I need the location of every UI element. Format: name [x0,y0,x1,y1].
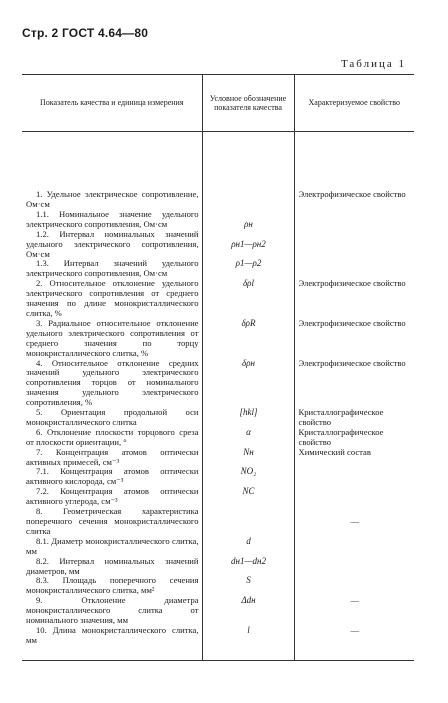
indicator-cell: 3. Радиальное относительное отклонение удельного электрического сопротивления от среднего значения по торцу монокристаллического слитка, % [26,317,199,358]
symbol-cell: [hkl] [202,408,294,428]
symbol-cell [202,132,294,210]
table-row [22,507,414,537]
table-row [22,576,414,596]
indicator-cell: 8.2. Интервал номинальных значений диаметров, мм [26,555,199,576]
property-cell: Электрофизическое свойство [294,319,414,359]
property-cell: — [294,596,414,626]
property-cell [294,259,414,279]
property-cell: — [294,507,414,537]
column-header-symbol: Условное обозначение показателя качества [202,75,294,132]
table-row [22,359,414,409]
symbol-cell: NO₂ [202,467,294,487]
indicator-cell: 8. Геометрическая характеристика поперечного сечения монокристаллического слитка [26,506,199,536]
symbol-cell: Δdн [202,596,294,626]
table-row [22,557,414,577]
symbol-cell: ρн [202,210,294,230]
table-row [22,279,414,319]
symbol-cell: ρ1—ρ2 [202,259,294,279]
table-row [22,210,414,230]
indicator-cell: 4. Относительное отклонение средних значений удельного электрического сопротивления торцов от номинального значения удельного электрического сопротивления, % [26,357,199,408]
table-row [22,319,414,359]
table-row [22,596,414,626]
property-cell [294,230,414,260]
symbol-cell: d [202,537,294,557]
indicator-cell: 2. Относительное отклонение удельного электрического сопротивления от среднего значения по длине монокристаллического слитка, % [26,278,199,318]
property-cell [294,487,414,507]
property-cell: Химический состав [294,448,414,468]
symbol-cell: S [202,576,294,596]
table-row [22,259,414,279]
indicator-cell: 7.2. Концентрация атомов оптически активного углерода, см⁻³ [26,486,199,507]
indicator-cell: 1.1. Номинальное значение удельного электрического сопротивления, Ом·см [26,208,199,229]
column-header-property: Характеризуемое свойство [294,75,414,132]
page-header: Стр. 2 ГОСТ 4.64—80 [22,26,149,40]
indicator-cell: 9. Отклонение диаметра монокристаллического слитка от номинального значения, мм [26,595,199,626]
symbol-cell: l [202,626,294,660]
symbol-cell: dн1—dн2 [202,557,294,577]
property-cell: Кристаллографическое свойство [294,408,414,428]
indicator-cell: 10. Длина монокристаллического слитка, мм [22,626,202,660]
symbol-cell: α [202,428,294,448]
property-cell [294,537,414,557]
quality-indicators-table [22,74,414,661]
property-cell [294,576,414,596]
property-cell: Электрофизическое свойство [294,279,414,319]
property-cell: Электрофизическое свойство [294,359,414,409]
table-row [22,132,414,210]
table-caption: Таблица 1 [340,58,406,70]
indicator-cell: 6. Отклонение плоскости торцового среза от плоскости ориентации, ° [26,426,199,447]
table-row [22,537,414,557]
property-cell [294,557,414,577]
table-row [22,428,414,448]
property-cell: — [294,626,414,660]
symbol-cell: δρR [202,319,294,359]
indicator-cell: 5. Ориентация продольной оси монокристаллического слитка [26,407,199,427]
indicator-cell: 7. Концентрация атомов оптически активных примесей, см⁻³ [26,446,199,467]
indicator-cell: 8.1. Диаметр монокристаллического слитка, мм [26,535,199,556]
indicator-cell: 8.3. Площадь поперечного сечения монокристаллического слитка, мм² [26,575,199,596]
indicator-cell: 1. Удельное электрическое сопротивление, Ом·см [26,189,199,209]
table-row [22,487,414,507]
property-cell [294,210,414,230]
indicator-cell: 1.2. Интервал номинальных значений удельного электрического сопротивления, Ом·см [26,228,199,259]
symbol-cell: NC [202,487,294,507]
column-header-indicator: Показатель качества и единица измерения [22,75,202,132]
table-row [22,408,414,428]
indicator-cell: 1.3. Интервал значений удельного электрического сопротивления, Ом·см [26,258,199,279]
symbol-cell: ρн1—ρн2 [202,230,294,260]
indicator-cell: 7.1. Концентрация атомов оптически активного кислорода, см⁻³ [26,466,199,487]
property-cell [294,467,414,487]
table-row [22,626,414,660]
symbol-cell [202,507,294,537]
property-cell: Электрофизическое свойство [294,132,414,210]
table-header-row [22,75,414,132]
symbol-cell: δρl [202,279,294,319]
property-cell: Кристаллографическое свойство [294,428,414,448]
table-row [22,230,414,260]
symbol-cell: δρн [202,359,294,409]
table-row [22,467,414,487]
table-row [22,448,414,468]
symbol-cell: Nн [202,448,294,468]
